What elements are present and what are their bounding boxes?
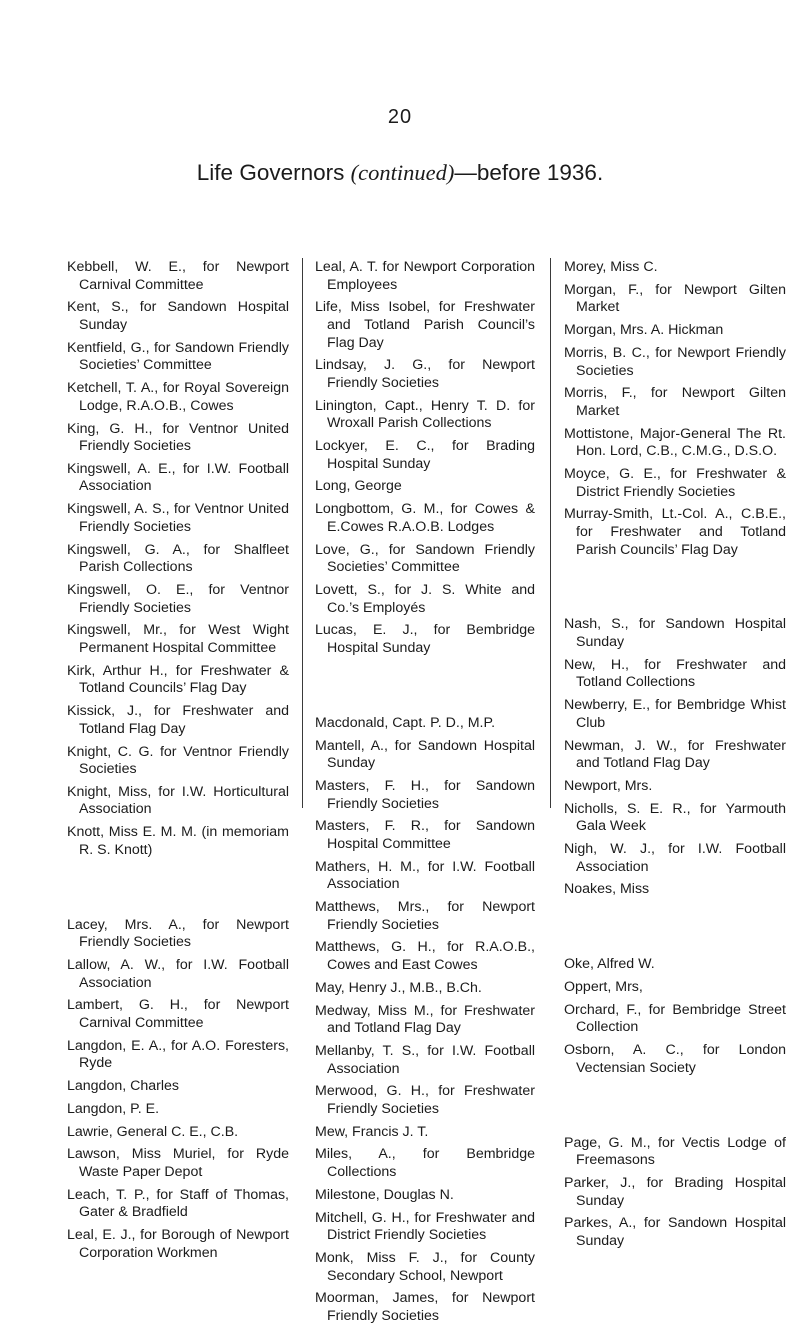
governor-entry: Linington, Capt., Henry T. D. for Wroxall Parish Collections — [315, 397, 535, 432]
governor-entry: Newberry, E., for Bembridge Whist Club — [564, 697, 786, 731]
page-number: 20 — [387, 106, 413, 128]
governor-entry: Medway, Miss M., for Freshwater and Totland Flag Day — [315, 1002, 535, 1037]
governor-entry: Mellanby, T. S., for I.W. Football Association — [315, 1042, 535, 1077]
governor-entry: Nigh, W. J., for I.W. Football Association — [564, 841, 786, 875]
column-1 — [67, 259, 289, 1268]
governor-entry: Leal, E. J., for Borough of Newport Corporation Workmen — [67, 1227, 289, 1261]
governor-entry: Morris, B. C., for Newport Friendly Societies — [564, 344, 786, 379]
governor-entry: Milestone, Douglas N. — [315, 1186, 454, 1203]
governor-entry: Longbottom, G. M., for Cowes & E.Cowes R.A.O.B. Lodges — [315, 501, 535, 535]
section-gap — [564, 1083, 786, 1135]
governor-entry: Osborn, A. C., for London Vectensian Society — [564, 1042, 786, 1076]
governor-entry: Moyce, G. E., for Freshwater & District Friendly Societies — [564, 466, 786, 500]
governor-entry: Lucas, E. J., for Bembridge Hospital Sunday — [315, 622, 535, 656]
governor-entry: Kingswell, Mr., for West Wight Permanent Hospital Committee — [67, 622, 289, 656]
governor-entry: Morey, Miss C. — [564, 259, 658, 275]
governor-entry: Kent, S., for Sandown Hospital Sunday — [67, 299, 289, 333]
governor-entry: Nicholls, S. E. R., for Yarmouth Gala Week — [564, 800, 786, 835]
governor-entry: New, H., for Freshwater and Totland Collections — [564, 656, 786, 691]
governor-entry: Lindsay, J. G., for Newport Friendly Societies — [315, 357, 535, 391]
page-title — [0, 160, 800, 186]
section-gap — [564, 564, 786, 616]
governor-entry: Morgan, F., for Newport Gilten Market — [564, 281, 786, 316]
title-italic: (continued) — [350, 160, 455, 185]
governor-entry: Lambert, G. H., for Newport Carnival Committee — [67, 997, 289, 1031]
governor-entry: Long, George — [315, 478, 402, 495]
governor-entry: Leal, A. T. for Newport Corporation Employees — [315, 259, 535, 293]
section-gap — [67, 865, 289, 917]
governor-entry: Monk, Miss F. J., for County Secondary School, Newport — [315, 1250, 535, 1284]
governor-entry: Lawson, Miss Muriel, for Ryde Waste Paper Depot — [67, 1146, 289, 1181]
title-rest: —before 1936. — [454, 160, 604, 185]
governor-entry: Masters, F. H., for Sandown Friendly Societies — [315, 777, 535, 812]
governor-entry: Knight, C. G. for Ventnor Friendly Societies — [67, 743, 289, 778]
section-gap — [564, 904, 786, 956]
governor-entry: Murray-Smith, Lt.-Col. A., C.B.E., for Freshwater and Totland Parish Councils’ Flag Day — [564, 506, 786, 558]
governor-entry: Masters, F. R., for Sandown Hospital Committee — [315, 818, 535, 852]
governor-entry: Lacey, Mrs. A., for Newport Friendly Societies — [67, 916, 289, 951]
governor-entry: Mathers, H. M., for I.W. Football Association — [315, 858, 535, 893]
governor-entry: Leach, T. P., for Staff of Thomas, Gater & Bradfield — [67, 1186, 289, 1221]
governor-entry: Langdon, E. A., for A.O. Foresters, Ryde — [67, 1037, 289, 1072]
governor-entry: Mitchell, G. H., for Freshwater and District Friendly Societies — [315, 1209, 535, 1244]
governor-entry: Macdonald, Capt. P. D., M.P. — [315, 714, 496, 731]
governor-entry: Orchard, F., for Bembridge Street Collection — [564, 1001, 786, 1036]
governor-entry: Morgan, Mrs. A. Hickman — [564, 322, 724, 339]
governor-entry: Lawrie, General C. E., C.B. — [67, 1123, 239, 1140]
governor-entry: Kingswell, O. E., for Ventnor Friendly Societies — [67, 582, 289, 616]
column-divider-right — [550, 258, 551, 808]
governor-entry: Life, Miss Isobel, for Freshwater and Totland Parish Council’s Flag Day — [315, 299, 535, 351]
governor-entry: Newport, Mrs. — [564, 777, 653, 794]
governor-entry: Lovett, S., for J. S. White and Co.’s Employés — [315, 582, 535, 616]
governor-entry: Morris, F., for Newport Gilten Market — [564, 385, 786, 419]
governor-entry: Parkes, A., for Sandown Hospital Sunday — [564, 1215, 786, 1249]
governor-entry: Oppert, Mrs, — [564, 979, 643, 995]
governor-entry: Mantell, A., for Sandown Hospital Sunday — [315, 737, 535, 772]
governor-entry: King, G. H., for Ventnor United Friendly Societies — [67, 420, 289, 455]
governor-entry: Kingswell, A. E., for I.W. Football Association — [67, 460, 289, 495]
column-3 — [564, 259, 786, 1256]
governor-entry: Kingswell, G. A., for Shalfleet Parish Collections — [67, 541, 289, 576]
governor-entry: Nash, S., for Sandown Hospital Sunday — [564, 616, 786, 650]
title-main: Life Governors — [196, 160, 351, 185]
governor-entry: May, Henry J., M.B., B.Ch. — [315, 979, 482, 996]
column-2 — [315, 259, 535, 1331]
governor-entry: Kebbell, W. E., for Newport Carnival Committee — [67, 259, 289, 293]
governor-entry: Parker, J., for Brading Hospital Sunday — [564, 1174, 786, 1209]
governor-entry: Kirk, Arthur H., for Freshwater & Totland Councils’ Flag Day — [67, 662, 289, 697]
column-divider-left — [302, 258, 303, 808]
governor-entry: Kingswell, A. S., for Ventnor United Friendly Societies — [67, 501, 289, 535]
governor-entry: Merwood, G. H., for Freshwater Friendly Societies — [315, 1083, 535, 1117]
governor-entry: Moorman, James, for Newport Friendly Societies — [315, 1290, 535, 1324]
governor-entry: Lockyer, E. C., for Brading Hospital Sunday — [315, 438, 535, 472]
governor-entry: Oke, Alfred W. — [564, 956, 655, 973]
governor-entry: Newman, J. W., for Freshwater and Totland Flag Day — [564, 737, 786, 772]
governor-entry: Lallow, A. W., for I.W. Football Association — [67, 957, 289, 991]
governor-entry: Matthews, G. H., for R.A.O.B., Cowes and East Cowes — [315, 939, 535, 973]
governor-entry: Mottistone, Major-General The Rt. Hon. Lord, C.B., C.M.G., D.S.O. — [564, 425, 786, 460]
governor-entry: Langdon, Charles — [67, 1078, 180, 1095]
governor-entry: Page, G. M., for Vectis Lodge of Freemasons — [564, 1134, 786, 1169]
governor-entry: Love, G., for Sandown Friendly Societies’ Committee — [315, 541, 535, 576]
governor-entry: Noakes, Miss — [564, 881, 650, 898]
governor-entry: Kentfield, G., for Sandown Friendly Societies’ Committee — [67, 339, 289, 374]
governor-entry: Knight, Miss, for I.W. Horticultural Association — [67, 783, 289, 818]
governor-entry: Knott, Miss E. M. M. (in memoriam R. S. Knott) — [67, 824, 289, 858]
governor-entry: Ketchell, T. A., for Royal Sovereign Lodge, R.A.O.B., Cowes — [67, 380, 289, 414]
section-gap — [315, 663, 535, 715]
governor-entry: Kissick, J., for Freshwater and Totland Flag Day — [67, 703, 289, 737]
governor-entry: Langdon, P. E. — [67, 1100, 160, 1117]
governor-entry: Mew, Francis J. T. — [315, 1123, 429, 1140]
governor-entry: Miles, A., for Bembridge Collections — [315, 1146, 535, 1181]
governor-entry: Matthews, Mrs., for Newport Friendly Societies — [315, 899, 535, 933]
